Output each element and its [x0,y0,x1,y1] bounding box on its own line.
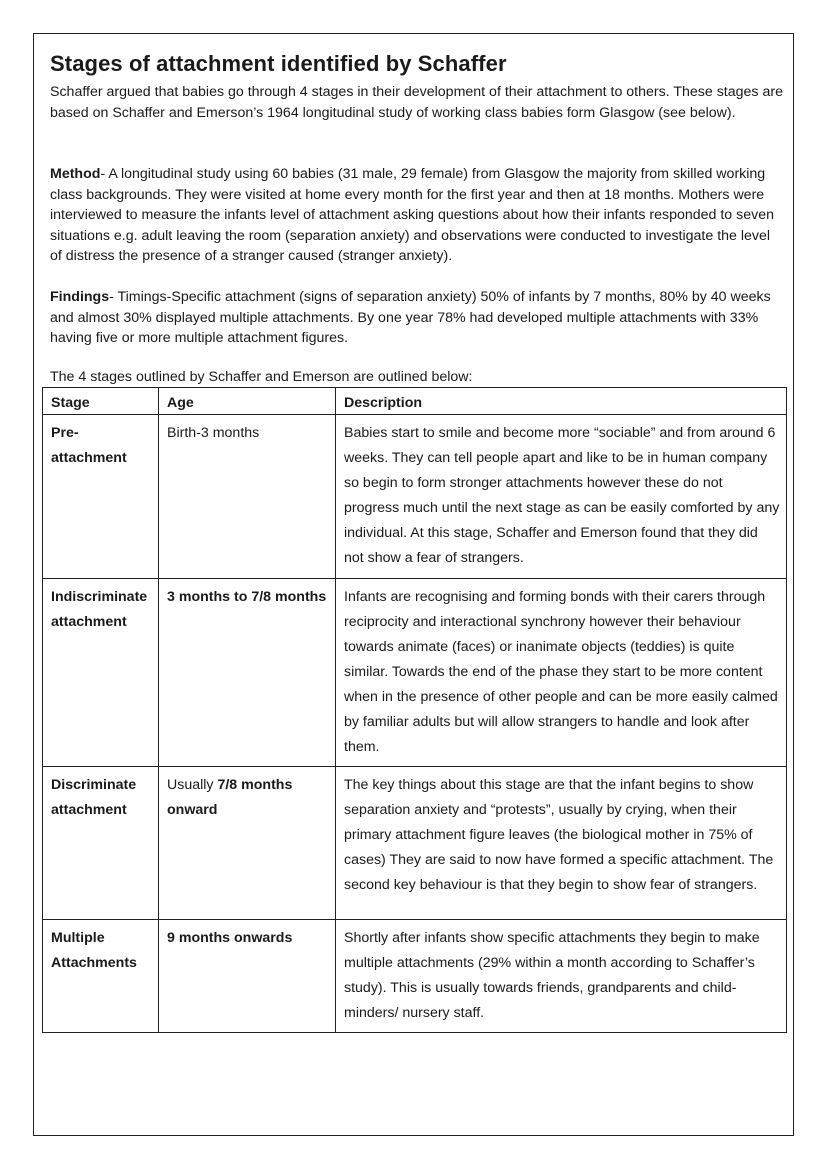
age-cell [159,415,336,579]
table-row [43,767,787,920]
page-title: Stages of attachment identified by Schaffer [50,51,507,76]
stage-cell [43,767,159,920]
table-row [43,415,787,579]
age-cell [159,920,336,1033]
method-label: Method [50,166,101,182]
stage-line-1: Discriminate [51,777,137,793]
age-value: 9 months onwards [167,930,293,946]
stage-line-2: attachment [51,614,127,630]
age-prefix: Usually [167,777,218,793]
header-stage: Stage [43,388,159,415]
stage-line-2: attachment [51,802,127,818]
description-cell: Babies start to smile and become more “sociable” and from around 6 weeks. They can tell people apart and like to be in human company so begin to form stronger attachments however these do not progress much until the next stage as can be easily comforted by any individual. At this stage, Schaffer and Emerson found that they did not show a fear of strangers. [336,415,787,579]
stage-cell [43,920,159,1033]
stage-line-2: attachment [51,450,127,466]
intro-paragraph: Schaffer argued that babies go through 4 stages in their development of their attachment to others. These stages are based on Schaffer and Emerson’s 1964 longitudinal study of working class babies form Glasgow (see below). [50,84,783,121]
description-cell: Shortly after infants show specific attachments they begin to make multiple attachments (29% within a month according to Schaffer’s study). This is usually towards friends, grandparents and child-minders/ nursery staff. [336,920,787,1033]
table-header-row [43,388,787,415]
header-age: Age [159,388,336,415]
table-row [43,579,787,767]
method-paragraph [50,164,785,267]
findings-label: Findings [50,289,110,305]
age-value: 7/8 months onward [167,777,293,818]
description-cell: The key things about this stage are that the infant begins to show separation anxiety and “protests”, usually by crying, when their primary attachment figure leaves (the biological mother in 75% of cases) They are said to now have formed a specific attachment. The second key behaviour is that they begin to show fear of strangers. [336,767,787,920]
description-cell: Infants are recognising and forming bonds with their carers through reciprocity and interactional synchrony however their behaviour towards animate (faces) or inanimate objects (teddies) is quite similar. Towards the end of the phase they start to be more content when in the presence of other people and can be more easily calmed by familiar adults but will allow strangers to handle and look after them. [336,579,787,767]
stage-line-1: Pre- [51,425,79,441]
stage-cell [43,579,159,767]
findings-text: - Timings-Specific attachment (signs of separation anxiety) 50% of infants by 7 months, 80% by 40 weeks and almost 30% displayed multiple attachments. By one year 78% had developed multiple attachments with 33% having five or more multiple attachment figures. [50,289,771,346]
stage-line-1: Multiple [51,930,105,946]
age-cell [159,767,336,920]
method-text: - A longitudinal study using 60 babies (31 male, 29 female) from Glasgow the majority from skilled working class backgrounds. They were visited at home every month for the first year and then at 18 months. Mothers were interviewed to measure the infants level of attachment asking questions about how their infants responded to seven situations e.g. adult leaving the room (separation anxiety) and observations were conducted to investigate the level of distress the presence of a stranger caused (stranger anxiety). [50,166,774,264]
age-value: 3 months to 7/8 months [167,589,327,605]
stage-cell [43,415,159,579]
age-value: Birth-3 months [167,425,260,441]
table-row [43,920,787,1033]
age-cell [159,579,336,767]
table-caption: The 4 stages outlined by Schaffer and Emerson are outlined below: [50,369,473,385]
stage-line-1: Indiscriminate [51,589,148,605]
stages-table [42,387,787,1033]
findings-paragraph [50,287,785,349]
header-description: Description [336,388,787,415]
stage-line-2: Attachments [51,955,137,971]
